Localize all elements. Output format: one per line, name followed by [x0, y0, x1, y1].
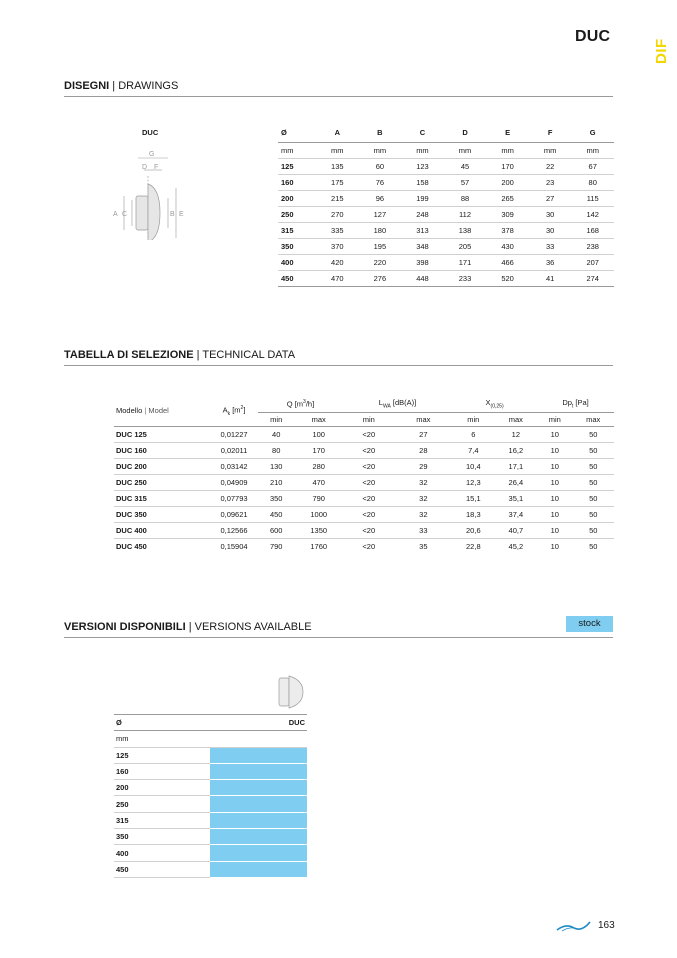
dim-cell: 57 [444, 174, 487, 190]
tech-cell: 17,1 [495, 458, 538, 474]
diffuser-drawing [108, 148, 198, 240]
section-heading-en: DRAWINGS [118, 80, 179, 92]
lwa-sub: WA [382, 403, 391, 410]
tech-cell: 790 [269, 541, 283, 551]
brand-wave-icon [556, 918, 592, 934]
tech-cell: 28 [395, 442, 452, 458]
section-drawings-heading [64, 80, 613, 97]
dim-unit: mm [571, 142, 614, 158]
letter-b: B [170, 211, 175, 218]
availability-cell [210, 796, 307, 812]
dim-cell: 180 [359, 222, 402, 238]
dim-header-a: A [316, 124, 359, 142]
tech-cell: 280 [294, 458, 343, 474]
list-item [114, 845, 307, 861]
tech-cell: 0,01227 [210, 426, 258, 442]
version-size: 200 [114, 780, 210, 796]
tech-cell: 50 [572, 426, 614, 442]
section-heading-en: VERSIONS AVAILABLE [194, 621, 312, 633]
letter-a: A [113, 211, 118, 218]
tech-cell: 0,04909 [210, 474, 258, 490]
dim-cell: 41 [529, 270, 572, 286]
minmax-label: min [343, 412, 395, 426]
x-sub: (0,25) [490, 403, 504, 410]
dim-cell: 158 [401, 174, 444, 190]
dp-rest: [Pa] [573, 398, 589, 407]
letter-e: E [179, 211, 184, 218]
page-number: 163 [598, 920, 615, 931]
diffuser-dome [148, 184, 160, 240]
tech-cell: 50 [572, 522, 614, 538]
minmax-label: max [395, 412, 452, 426]
dim-cell: 370 [316, 238, 359, 254]
tech-cell: 170 [294, 442, 343, 458]
dim-cell: 96 [359, 190, 402, 206]
dim-cell: 350 [278, 238, 316, 254]
col-x [452, 396, 537, 412]
table-row [278, 270, 614, 286]
tech-cell: 80 [258, 442, 294, 458]
tech-cell: 6 [452, 426, 495, 442]
dim-cell: 238 [571, 238, 614, 254]
dim-unit: mm [359, 142, 402, 158]
tech-cell: 50 [572, 490, 614, 506]
section-heading-it: DISEGNI [64, 80, 110, 92]
dim-cell: 470 [316, 270, 359, 286]
tech-cell: 470 [294, 474, 343, 490]
tech-cell: 0,02011 [210, 442, 258, 458]
tech-cell: <20 [343, 506, 395, 522]
tech-cell: 29 [395, 458, 452, 474]
list-item [114, 829, 307, 845]
drawing-label: DUC [142, 128, 159, 137]
version-size: 350 [114, 829, 210, 845]
dimensions-table [278, 124, 614, 287]
dim-cell: 23 [529, 174, 572, 190]
dim-unit: mm [486, 142, 529, 158]
version-size: 400 [114, 845, 210, 861]
dim-cell: 200 [486, 174, 529, 190]
tech-cell: 10 [537, 442, 572, 458]
letter-c: C [122, 211, 128, 218]
section-heading-en: TECHNICAL DATA [202, 349, 296, 361]
tech-cell: 45,2 [508, 541, 524, 551]
dim-cell: 276 [359, 270, 402, 286]
dim-header-f: F [529, 124, 572, 142]
tech-cell: <20 [343, 458, 395, 474]
tech-cell: 32 [395, 474, 452, 490]
ak-base: A [222, 405, 228, 415]
dim-cell: 378 [486, 222, 529, 238]
q-base: Q [m [286, 399, 304, 409]
stock-badge: stock [566, 616, 613, 632]
minmax-label: min [537, 412, 572, 426]
dim-cell: 430 [486, 238, 529, 254]
availability-cell [210, 747, 307, 763]
table-row [278, 254, 614, 270]
table-row [114, 474, 614, 490]
page-title: DUC [575, 28, 611, 45]
tech-cell: 10 [537, 426, 572, 442]
versions-table [114, 714, 307, 878]
dim-cell: 309 [486, 206, 529, 222]
list-item [114, 780, 307, 796]
dim-cell: 135 [316, 158, 359, 174]
dim-cell: 168 [571, 222, 614, 238]
dim-cell: 115 [571, 190, 614, 206]
tech-cell: 100 [294, 426, 343, 442]
dim-cell: 274 [571, 270, 614, 286]
dim-cell: 207 [571, 254, 614, 270]
dim-cell: 398 [401, 254, 444, 270]
tech-cell: 40 [258, 426, 294, 442]
dim-cell: 127 [359, 206, 402, 222]
tech-cell: DUC 315 [114, 490, 210, 506]
dim-cell: 33 [529, 238, 572, 254]
availability-cell [210, 763, 307, 779]
tech-cell: <20 [343, 490, 395, 506]
dim-cell: 60 [359, 158, 402, 174]
tech-cell: 33 [395, 522, 452, 538]
letter-f: F [154, 164, 159, 171]
tech-cell: 1760 [310, 541, 328, 551]
x-base: X [485, 398, 491, 407]
versions-header-row [114, 715, 307, 731]
tech-cell: 0,15904 [220, 541, 248, 551]
dim-cell: 270 [316, 206, 359, 222]
tech-cell: 790 [294, 490, 343, 506]
col-lwa [343, 396, 452, 412]
dim-unit: mm [444, 142, 487, 158]
minmax-label: max [572, 412, 614, 426]
col-q [258, 396, 343, 412]
versions-unit-blank [210, 731, 307, 747]
tech-cell: 50 [572, 506, 614, 522]
table-row [278, 190, 614, 206]
dim-unit: mm [401, 142, 444, 158]
table-row [278, 174, 614, 190]
tech-cell: <20 [343, 442, 395, 458]
section-technical-heading [64, 349, 613, 366]
tech-cell: 18,3 [452, 506, 495, 522]
version-size: 160 [114, 763, 210, 779]
q-sup: 3 [303, 399, 306, 405]
model-label-it: Modello [116, 406, 143, 416]
availability-cell [210, 812, 307, 828]
lwa-base: L [378, 398, 383, 407]
tech-cell: 10 [537, 522, 572, 538]
dim-cell: 233 [444, 270, 487, 286]
tech-cell: <20 [343, 426, 395, 442]
tech-cell: 0,09621 [210, 506, 258, 522]
tech-cell: 50 [589, 541, 598, 551]
dim-cell: 335 [316, 222, 359, 238]
table-row [278, 158, 614, 174]
tech-cell: 35 [419, 541, 428, 551]
tech-cell: 50 [572, 474, 614, 490]
dim-cell: 80 [571, 174, 614, 190]
dim-cell: 348 [401, 238, 444, 254]
dim-header-diameter: Ø [278, 124, 316, 142]
dim-cell: 250 [278, 206, 316, 222]
ak-close: ] [243, 405, 246, 415]
section-versions-heading [64, 621, 613, 638]
tech-cell: 37,4 [495, 506, 538, 522]
q-close: /h] [305, 399, 315, 409]
minmax-label: max [495, 412, 538, 426]
tech-cell: 15,1 [452, 490, 495, 506]
tech-cell: 450 [258, 506, 294, 522]
tech-cell: DUC 450 [116, 541, 147, 551]
dim-cell: 265 [486, 190, 529, 206]
dim-cell: 67 [571, 158, 614, 174]
tech-cell: 35,1 [495, 490, 538, 506]
dim-header-d: D [444, 124, 487, 142]
dim-cell: 400 [278, 254, 316, 270]
availability-cell [210, 780, 307, 796]
dim-cell: 22 [529, 158, 572, 174]
tech-cell: 50 [572, 442, 614, 458]
dim-cell: 76 [359, 174, 402, 190]
duc-thumbnail-drawing [275, 672, 309, 712]
technical-table [114, 396, 614, 554]
versions-units-row [114, 731, 307, 747]
list-item [114, 812, 307, 828]
table-row [278, 238, 614, 254]
availability-cell [210, 861, 307, 877]
dimensions-units-row [278, 142, 614, 158]
dim-header-c: C [401, 124, 444, 142]
diffuser-body [136, 196, 148, 230]
model-label-sep: | [144, 406, 147, 416]
dim-unit: mm [529, 142, 572, 158]
dim-cell: 30 [529, 222, 572, 238]
dim-cell: 160 [278, 174, 316, 190]
minmax-label: min [452, 412, 495, 426]
tech-cell: 27 [395, 426, 452, 442]
tech-cell: 10 [537, 506, 572, 522]
tech-cell: 32 [395, 506, 452, 522]
section-heading-sep: | [112, 80, 116, 92]
tech-cell: 26,4 [495, 474, 538, 490]
tech-cell: 350 [258, 490, 294, 506]
tech-cell: 10 [537, 458, 572, 474]
tech-cell: 16,2 [495, 442, 538, 458]
tech-cell: DUC 200 [114, 458, 210, 474]
dim-cell: 195 [359, 238, 402, 254]
dim-unit: mm [278, 142, 316, 158]
tech-cell: <20 [362, 541, 376, 551]
technical-header-row [114, 396, 614, 412]
tech-cell: 50 [572, 458, 614, 474]
dim-header-e: E [486, 124, 529, 142]
side-tab-label: DIF [653, 38, 670, 64]
dim-cell: 420 [316, 254, 359, 270]
col-dp [537, 396, 614, 412]
version-size: 125 [114, 747, 210, 763]
list-item [114, 861, 307, 877]
dim-cell: 248 [401, 206, 444, 222]
section-heading-sep: | [196, 349, 200, 361]
table-row [114, 426, 614, 442]
dim-cell: 466 [486, 254, 529, 270]
dim-header-b: B [359, 124, 402, 142]
model-label-en: Model [148, 406, 169, 416]
dim-cell: 125 [278, 158, 316, 174]
table-row [114, 538, 614, 554]
tech-cell: 0,07793 [210, 490, 258, 506]
list-item [114, 796, 307, 812]
dim-cell: 88 [444, 190, 487, 206]
dim-unit: mm [316, 142, 359, 158]
dim-cell: 170 [486, 158, 529, 174]
dim-cell: 448 [401, 270, 444, 286]
tech-cell: DUC 250 [114, 474, 210, 490]
tech-cell: DUC 400 [114, 522, 210, 538]
section-heading-it: VERSIONI DISPONIBILI [64, 621, 186, 633]
tech-cell: 22,8 [466, 541, 481, 551]
list-item [114, 747, 307, 763]
table-row [114, 522, 614, 538]
tech-cell: 0,03142 [210, 458, 258, 474]
tech-cell: 12 [495, 426, 538, 442]
dim-cell: 112 [444, 206, 487, 222]
minmax-label: min [258, 412, 294, 426]
ak-unit: [m [230, 405, 241, 415]
dim-cell: 205 [444, 238, 487, 254]
tech-cell: <20 [343, 522, 395, 538]
dp-base: Dp [562, 398, 572, 407]
side-tab [651, 22, 677, 72]
col-ak [210, 396, 258, 426]
table-row [114, 506, 614, 522]
section-heading-it: TABELLA DI SELEZIONE [64, 349, 194, 361]
availability-cell [210, 829, 307, 845]
dim-cell: 220 [359, 254, 402, 270]
tech-cell: DUC 125 [114, 426, 210, 442]
dim-cell: 200 [278, 190, 316, 206]
version-size: 315 [114, 812, 210, 828]
version-size: 250 [114, 796, 210, 812]
tech-cell: 12,3 [452, 474, 495, 490]
dimensions-header-row [278, 124, 614, 142]
dim-cell: 36 [529, 254, 572, 270]
tech-cell: 600 [258, 522, 294, 538]
dim-cell: 450 [278, 270, 316, 286]
dim-cell: 520 [486, 270, 529, 286]
tech-cell: 1000 [294, 506, 343, 522]
dim-cell: 199 [401, 190, 444, 206]
versions-col-model: DUC [210, 715, 307, 731]
ak-sub: k [227, 410, 231, 417]
col-model [114, 396, 210, 426]
letter-g: G [149, 151, 155, 158]
tech-cell: 32 [395, 490, 452, 506]
tech-cell: 10 [550, 541, 559, 551]
table-row [278, 222, 614, 238]
dim-cell: 215 [316, 190, 359, 206]
tech-cell: 1350 [294, 522, 343, 538]
section-heading-sep: | [188, 621, 192, 633]
dim-cell: 315 [278, 222, 316, 238]
versions-col-diameter: Ø [114, 715, 210, 731]
versions-unit: mm [114, 731, 210, 747]
dim-cell: 138 [444, 222, 487, 238]
availability-cell [210, 845, 307, 861]
dim-cell: 27 [529, 190, 572, 206]
tech-cell: 10 [537, 474, 572, 490]
tech-cell: 210 [258, 474, 294, 490]
tech-cell: <20 [343, 474, 395, 490]
dim-cell: 313 [401, 222, 444, 238]
tech-cell: 40,7 [495, 522, 538, 538]
tech-cell: 0,12566 [210, 522, 258, 538]
version-size: 450 [114, 861, 210, 877]
dim-cell: 171 [444, 254, 487, 270]
dim-header-g: G [571, 124, 614, 142]
tech-cell: 10,4 [452, 458, 495, 474]
dim-cell: 30 [529, 206, 572, 222]
letter-d: D [142, 164, 148, 171]
table-row [278, 206, 614, 222]
dim-cell: 175 [316, 174, 359, 190]
dp-sub: t [571, 403, 574, 410]
dim-cell: 123 [401, 158, 444, 174]
tech-cell: 7,4 [452, 442, 495, 458]
table-row [114, 442, 614, 458]
list-item [114, 763, 307, 779]
minmax-label: max [294, 412, 343, 426]
tech-cell: 10 [537, 490, 572, 506]
tech-cell: 20,6 [452, 522, 495, 538]
dim-cell: 142 [571, 206, 614, 222]
table-row [114, 490, 614, 506]
table-row [114, 458, 614, 474]
dim-cell: 45 [444, 158, 487, 174]
lwa-rest: [dB(A)] [390, 398, 417, 407]
ak-sup: 2 [240, 404, 244, 411]
tech-cell: DUC 160 [114, 442, 210, 458]
tech-cell: DUC 350 [114, 506, 210, 522]
tech-cell: 130 [258, 458, 294, 474]
